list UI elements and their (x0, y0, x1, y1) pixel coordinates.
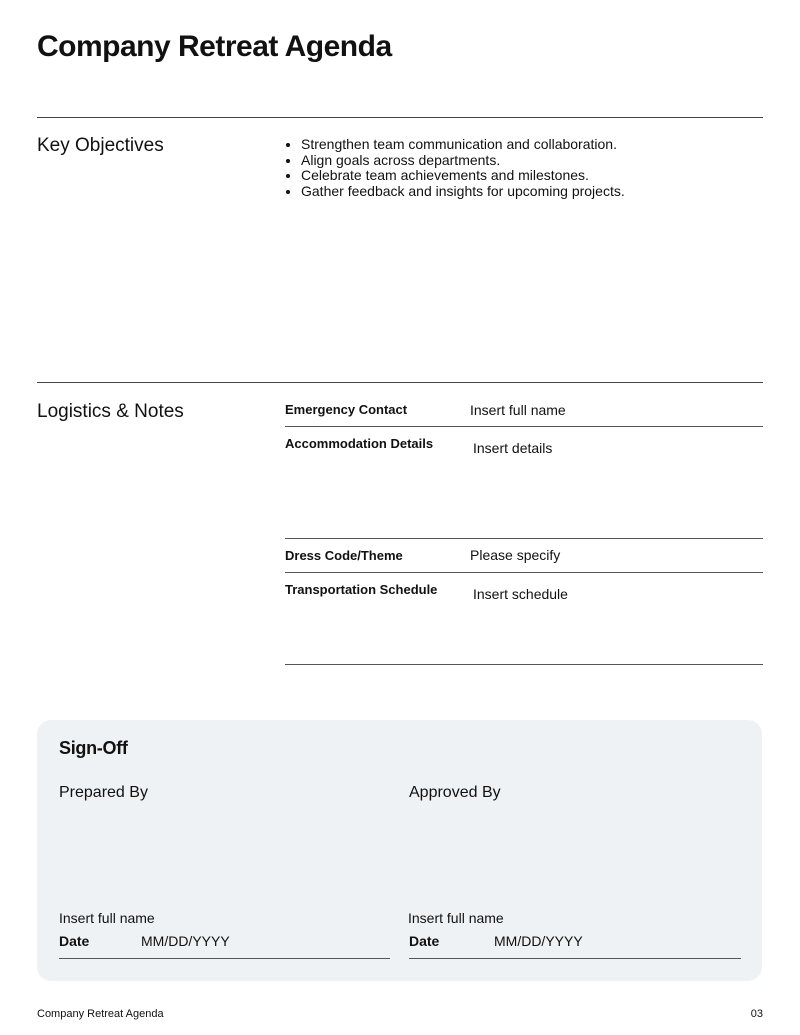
objectives-list (285, 137, 625, 199)
dress-code-row (285, 548, 763, 568)
approved-signature-line (409, 958, 741, 959)
page-number: 03 (750, 1008, 763, 1020)
field-divider (285, 572, 763, 573)
signoff-heading: Sign-Off (59, 738, 128, 758)
dress-code-field[interactable]: Please specify (470, 547, 561, 563)
accommodation-row (285, 436, 763, 536)
section-divider (37, 382, 763, 383)
footer-title: Company Retreat Agenda (37, 1008, 164, 1020)
objective-item: • Celebrate team achievements and milestones. (301, 168, 625, 184)
objective-item: • Align goals across departments. (301, 153, 625, 169)
transportation-label: Transportation Schedule (285, 582, 438, 597)
dress-code-label: Dress Code/Theme (285, 548, 403, 563)
emergency-contact-label: Emergency Contact (285, 402, 408, 417)
emergency-contact-row (285, 402, 763, 422)
page-title: Company Retreat Agenda (37, 30, 392, 63)
field-divider (285, 664, 763, 665)
approved-by-name-field[interactable]: Insert full name (408, 910, 504, 926)
objective-item: • Gather feedback and insights for upcoming projects. (301, 184, 625, 200)
key-objectives-heading: Key Objectives (37, 135, 164, 156)
prepared-date-field[interactable]: MM/DD/YYYY (141, 933, 230, 949)
emergency-contact-field[interactable]: Insert full name (470, 402, 566, 418)
transportation-row (285, 582, 763, 662)
prepared-by-name-field[interactable]: Insert full name (59, 910, 155, 926)
prepared-date-label: Date (59, 933, 90, 949)
field-divider (285, 538, 763, 539)
logistics-heading: Logistics & Notes (37, 401, 184, 422)
approved-by-heading: Approved By (409, 784, 501, 801)
signoff-panel (37, 720, 762, 981)
accommodation-field[interactable]: Insert details (473, 440, 553, 456)
field-divider (285, 426, 763, 427)
objective-item: • Strengthen team communication and collaboration. (301, 137, 625, 153)
transportation-field[interactable]: Insert schedule (473, 586, 568, 602)
section-divider (37, 117, 763, 118)
approved-date-field[interactable]: MM/DD/YYYY (494, 933, 583, 949)
prepared-by-heading: Prepared By (59, 784, 148, 801)
approved-date-label: Date (409, 933, 440, 949)
prepared-signature-line (59, 958, 390, 959)
accommodation-label: Accommodation Details (285, 436, 434, 451)
